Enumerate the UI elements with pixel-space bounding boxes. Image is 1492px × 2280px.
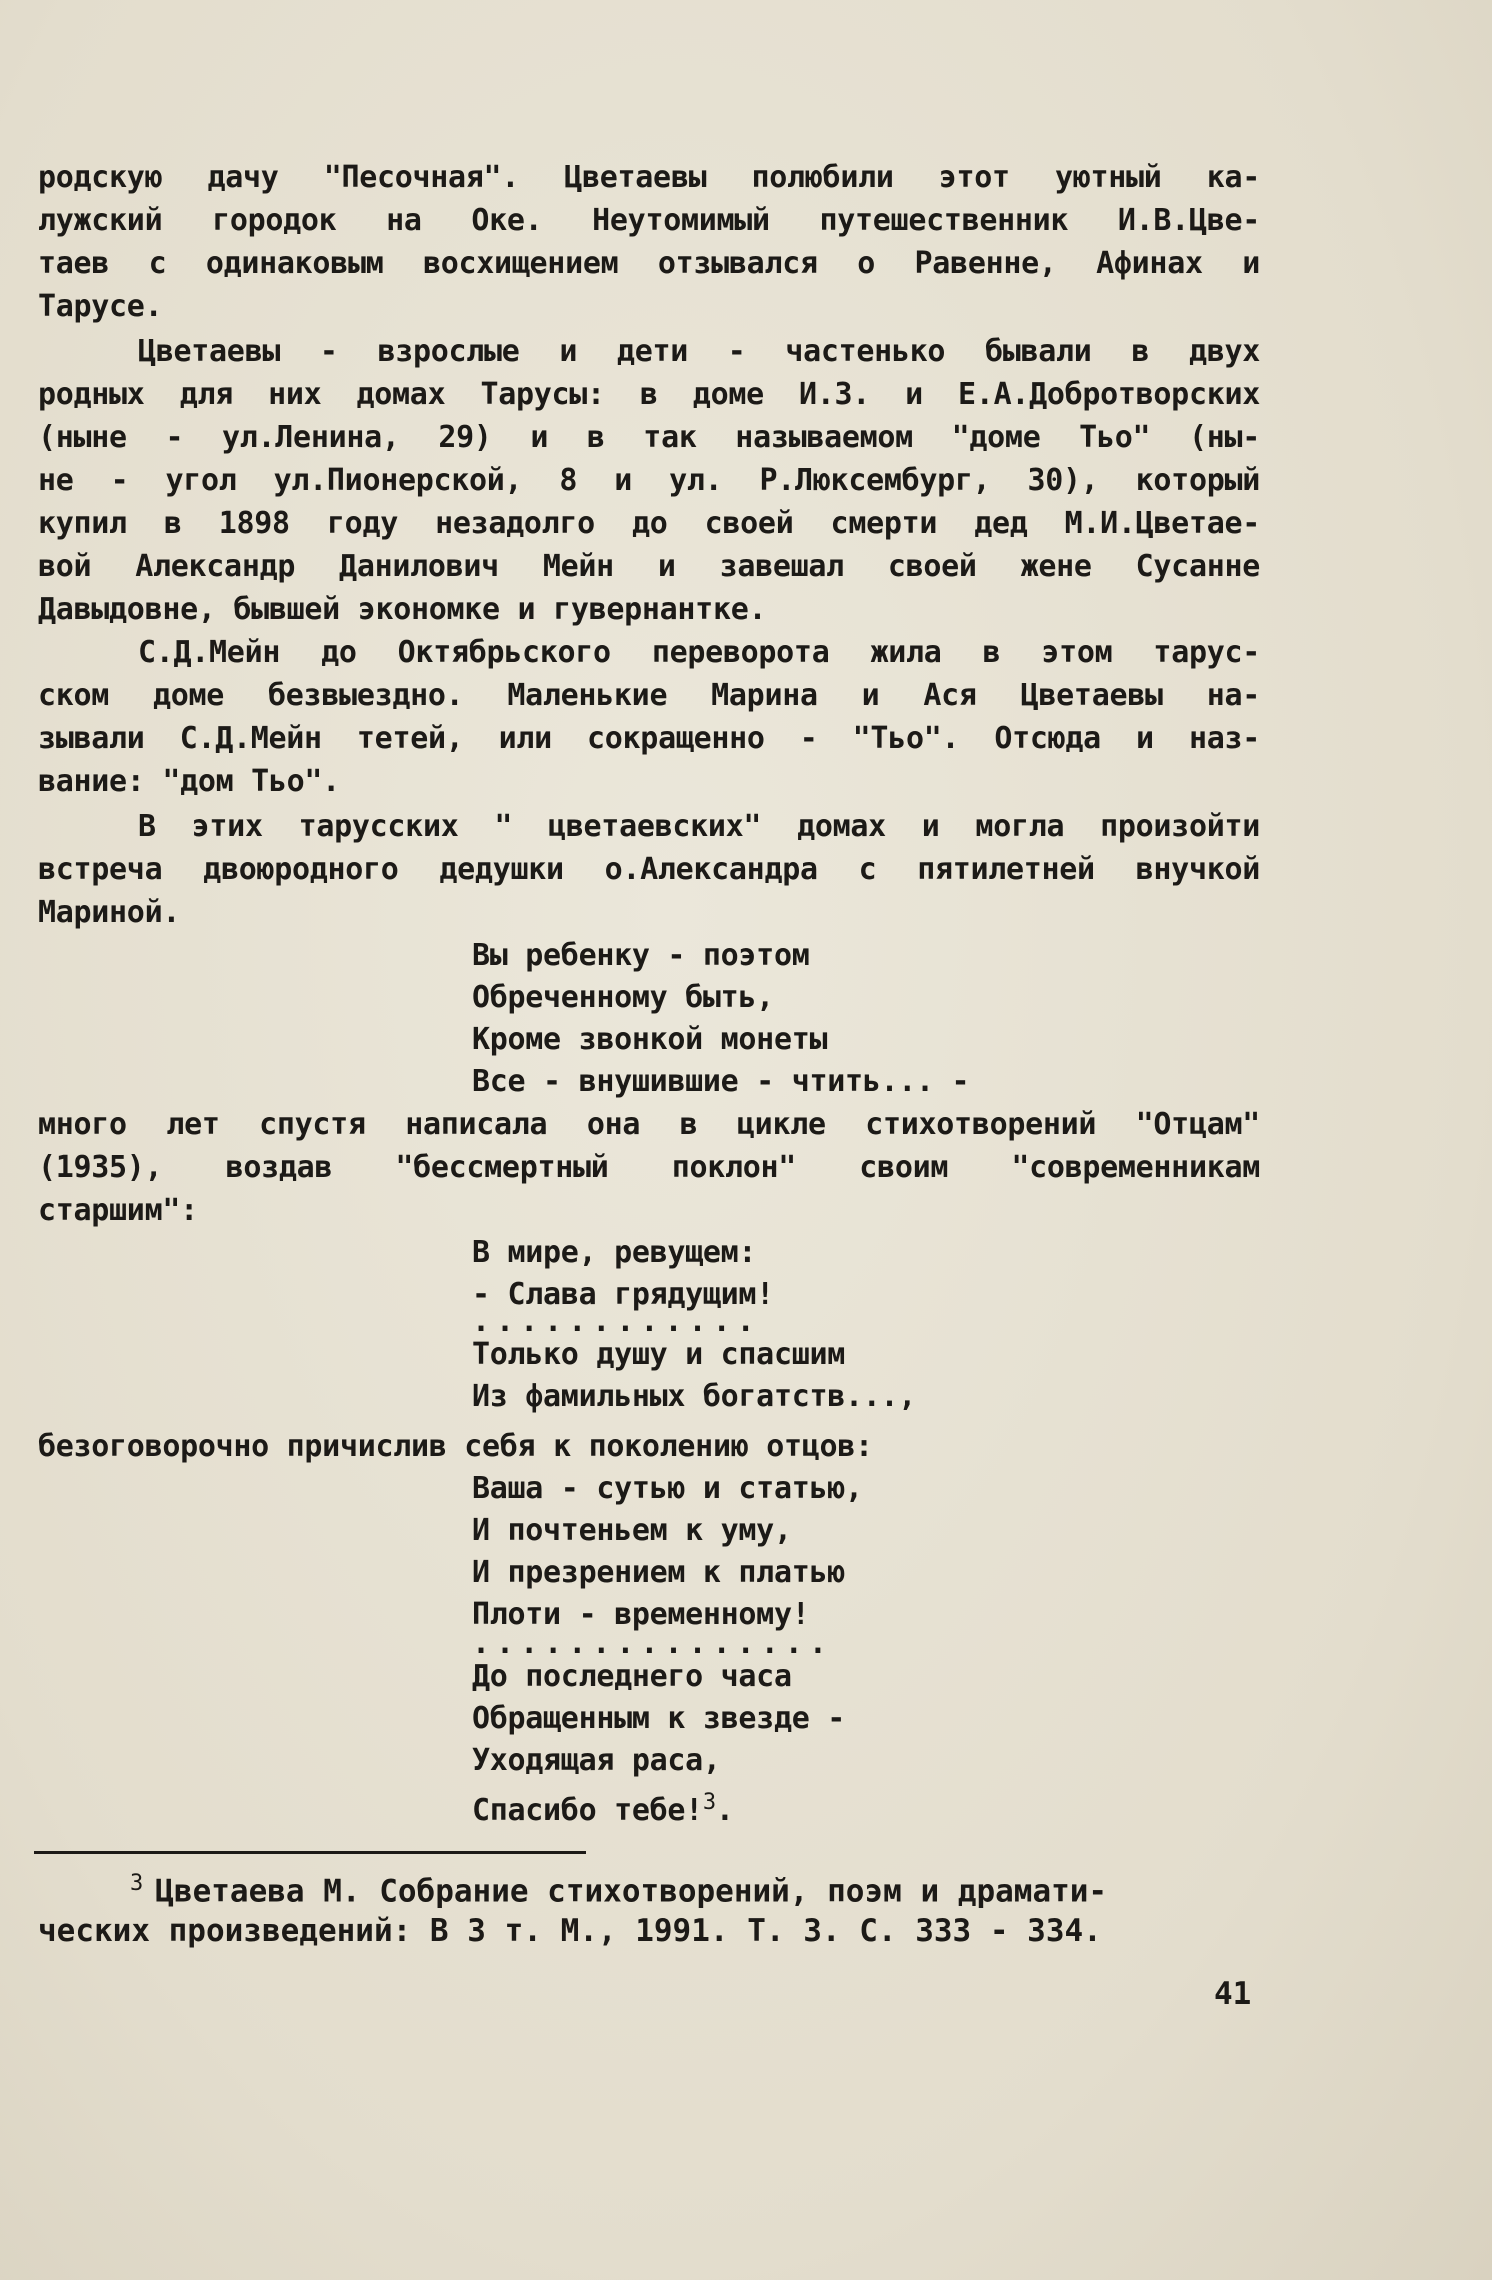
poem-line: Спасибо тебе!$^3$. <box>472 1790 734 1828</box>
poem-line: Из фамильных богатств..., <box>472 1379 917 1414</box>
text-line: таев с одинаковым восхищением отзывался о Равенне, Афинах и <box>38 246 1260 281</box>
footnote-divider <box>34 1851 586 1854</box>
footnote <box>38 1864 1278 1951</box>
poem-line: И почтеньем к уму, <box>472 1513 792 1548</box>
footnote-reference: 3 <box>702 1790 716 1815</box>
text-line: родскую дачу "Песочная". Цветаевы полюбили этот уютный ка- <box>38 160 1260 195</box>
paragraph-1 <box>38 156 1260 328</box>
text-line: не - угол ул.Пионерской, 8 и ул. Р.Люксембург, 30), который <box>38 463 1260 498</box>
poem-line: - Слава грядущим! <box>472 1277 774 1312</box>
paragraph-3 <box>38 631 1260 803</box>
text-line: старшим": <box>38 1193 198 1228</box>
text-line: Мариной. <box>38 895 181 930</box>
text-line: (1935), воздав "бессмертный поклон" своим "современникам <box>38 1150 1260 1185</box>
poem-line: В мире, ревущем: <box>472 1235 757 1270</box>
text-line: родных для них домах Тарусы: в доме И.З. и Е.А.Добротворских <box>38 377 1260 412</box>
poem-line: Ваша - сутью и статью, <box>472 1471 863 1506</box>
text-line: (ныне - ул.Ленина, 29) и в так называемом "доме Тьо" (ны- <box>38 420 1260 455</box>
text-line: Цветаевы - взрослые и дети - частенько бывали в двух <box>138 334 1260 369</box>
paragraph-2 <box>38 330 1260 631</box>
poem-line: Уходящая раса, <box>472 1743 721 1778</box>
footnote-mark: 3 <box>130 1871 144 1896</box>
text-line: безоговорочно причислив себя к поколению отцов: <box>38 1429 873 1464</box>
text-line: встреча двоюродного дедушки о.Александра с пятилетней внучкой <box>38 852 1260 887</box>
poem-stanza-2 <box>472 1232 1172 1418</box>
poem-line: И презрением к платью <box>472 1555 845 1590</box>
text-line: вой Александр Данилович Мейн и завешал своей жене Сусанне <box>38 549 1260 584</box>
text-line: много лет спустя написала она в цикле стихотворений "Отцам" <box>38 1107 1260 1142</box>
poem-line: Только душу и спасшим <box>472 1337 845 1372</box>
text-line: Давыдовне, бывшей экономке и гувернантке. <box>38 592 767 627</box>
ellipsis-line: ............ <box>472 1304 761 1339</box>
text-line: лужский городок на Оке. Неутомимый путешественник И.В.Цве- <box>38 203 1260 238</box>
paragraph-4 <box>38 805 1260 934</box>
poem-line-text: Спасибо тебе! <box>472 1793 703 1828</box>
text-line: Тарусе. <box>38 289 163 324</box>
poem-stanza-3 <box>472 1468 1172 1832</box>
poem-stanza-1 <box>472 935 1172 1103</box>
poem-line: Обреченному быть, <box>472 980 774 1015</box>
paragraph-6 <box>38 1425 1260 1468</box>
text-line: С.Д.Мейн до Октябрьского переворота жила в этом тарус- <box>138 635 1260 670</box>
poem-line: Плоти - временному! <box>472 1597 810 1632</box>
poem-line: До последнего часа <box>472 1659 792 1694</box>
text-line: зывали С.Д.Мейн тетей, или сокращенно - "Тьо". Отсюда и наз- <box>38 721 1260 756</box>
text-line: вание: "дом Тьо". <box>38 764 340 799</box>
poem-line: Кроме звонкой монеты <box>472 1022 828 1057</box>
page-number: 41 <box>1214 1976 1252 2012</box>
poem-line: Обращенным к звезде - <box>472 1701 845 1736</box>
poem-line: Вы ребенку - поэтом <box>472 938 810 973</box>
text-line: купил в 1898 году незадолго до своей смерти дед М.И.Цветае- <box>38 506 1260 541</box>
text-line: ском доме безвыездно. Маленькие Марина и Ася Цветаевы на- <box>38 678 1260 713</box>
footnote-line: ческих произведений: В 3 т. М., 1991. Т. 3. С. 333 - 334. <box>38 1913 1102 1950</box>
text-line: В этих тарусских " цветаевских" домах и могла произойти <box>138 809 1260 844</box>
footnote-text: Цветаева М. Собрание стихотворений, поэм и драмати- <box>155 1873 1108 1910</box>
footnote-line <box>38 1864 1278 1911</box>
ellipsis-line: ............... <box>472 1626 833 1661</box>
paragraph-5 <box>38 1103 1260 1232</box>
poem-line: Все - внушившие - чтить... - <box>472 1064 970 1099</box>
